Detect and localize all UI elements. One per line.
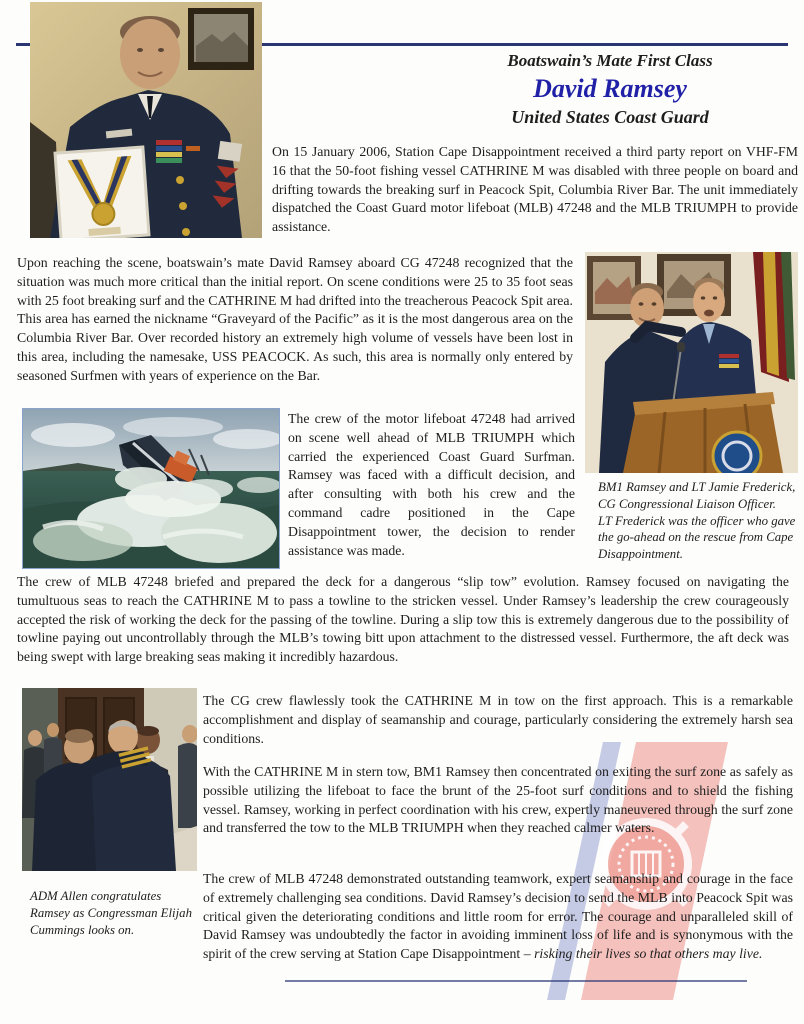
- paragraph-slip-tow: The crew of MLB 47248 briefed and prepared the deck for a dangerous “slip tow” evolution. Ramsey focused on navigating the tumultuous seas to reach the CATHRINE M to pass a towline to the stricken vessel. Under Ramsey’s leadership the crew courageously accepted the risk of working the deck for the passing of the towline. During a slip tow this is extremely dangerous due to the possibility of towline paying out uncontrollably through the MLB’s towing bitt upon attachment to the distressed vessel. Furthermore, the aft deck was being swept with large breaking seas making it incredibly hazardous.: [17, 574, 789, 665]
- caption-podium: [598, 479, 800, 563]
- paragraph-incident-report: On 15 January 2006, Station Cape Disappointment received a third party report on VHF-FM 16 that the 50-foot fishing vessel CATHRINE M was disabled with three people on board and drifting towards the breaking surf in Peacock Spit, Columbia River Bar. The unit immediately dispatched the Coast Guard motor lifeboat (MLB) 47248 and the MLB TRIUMPH to provide assistance.: [272, 144, 798, 235]
- paragraph-scene-conditions: Upon reaching the scene, boatswain’s mate David Ramsey aboard CG 47248 recognized that the situation was much more critical than the initial report. On scene conditions were 25 to 35 foot seas with 25 foot breaking surf and the CATHRINE M had drifted into the treacherous Peacock Spit area. This area has earned the nickname “Graveyard of the Pacific” as it is the most dangerous area on the Columbia River Bar. Over recorded history an extremely high volume of vessels have been lost in this area, including the namesake, USS PEACOCK. As such, this area is normally only entered by seasoned Surfmen with years of experience on the Bar.: [17, 255, 573, 383]
- podium-image: [585, 252, 798, 473]
- caption-podium-line2: LT Frederick was the officer who gave the go-ahead on the rescue from Cape Disappointment.: [598, 513, 796, 562]
- photo-admiral-hug: [22, 688, 197, 871]
- paragraph-first-approach: The CG crew flawlessly took the CATHRINE M in tow on the first approach. This is a remarkable accomplishment and display of seamanship and courage, particularly considering the extremely harsh sea conditions.: [203, 693, 793, 746]
- ramsey-award-image: [30, 2, 262, 238]
- caption-podium-line1: BM1 Ramsey and LT Jamie Frederick, CG Congressional Liaison Officer.: [598, 480, 796, 511]
- bottom-rule: [285, 980, 747, 982]
- paragraph-decision: The crew of the motor lifeboat 47248 had arrived on scene well ahead of MLB TRIUMPH which carried the experienced Coast Guard Surfman. Ramsey was faced with a difficult decision, and after consulting with both his crew and the command cadre positioned in the Cape Disappointment tower, the decision to render assistance was made.: [288, 411, 575, 558]
- caption-hug: ADM Allen congratulates Ramsey as Congressman Elijah Cummings looks on.: [30, 889, 192, 937]
- photo-podium: [585, 252, 798, 473]
- service-name: United States Coast Guard: [511, 107, 709, 127]
- rank-title: Boatswain’s Mate First Class: [507, 51, 713, 70]
- document-header: [420, 50, 800, 128]
- conclusion-motto: risking their lives so that others may live.: [534, 946, 763, 962]
- member-name: David Ramsey: [533, 74, 687, 103]
- paragraph-conclusion: [203, 870, 793, 964]
- paragraph-stern-tow: With the CATHRINE M in stern tow, BM1 Ramsey then concentrated on exiting the surf zone as safely as possible utilizing the lifeboat to face the brunt of the 25-foot surf conditions and to shield the fishing vessel. Ramsey, working in perfect coordination with his crew, expertly maneuvered through the surf zone and transferred the tow to the MLB TRIUMPH when they reached calmer waters.: [203, 764, 793, 836]
- admiral-hug-image: [22, 688, 197, 871]
- conclusion-text: The crew of MLB 47248 demonstrated outstanding teamwork, expert seamanship and courage in the face of extremely challenging sea conditions. David Ramsey’s decision to send the MLB into Peacock Spit was critical given the deteriorating conditions and little room for error. The courage and unparalleled skill of David Ramsey was undoubtedly the factor in avoiding imminent loss of life and is synonymous with the spirit of the crew serving at Station Cape Disappointment –: [203, 871, 793, 962]
- photo-surf-lifeboat: [22, 408, 280, 569]
- photo-ramsey-award: [30, 2, 262, 238]
- surf-lifeboat-image: [23, 409, 279, 568]
